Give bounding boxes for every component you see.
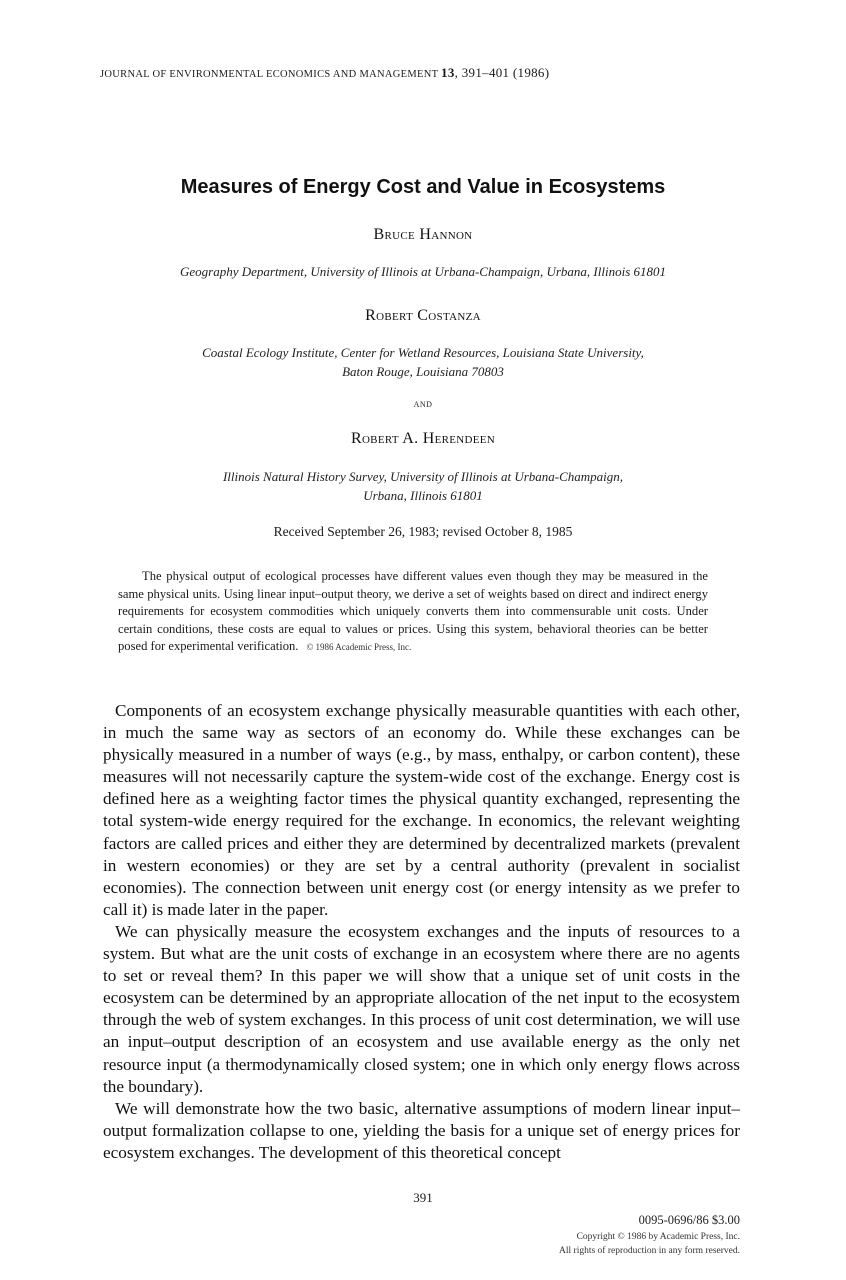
journal-pages-year: , 391–401 (1986) (454, 65, 550, 80)
page-number: 391 (413, 1190, 433, 1205)
running-head (100, 65, 549, 81)
affiliation-line: Geography Department, University of Illinois at Urbana-Champaign, Urbana, Illinois 61801 (179, 264, 667, 279)
journal-volume: 13 (441, 65, 455, 80)
body-paragraph: Components of an ecosystem exchange physically measurable quantities with each other, in much the same way as sectors of an economy do. While these exchanges can be physically measured in a number of ways (e.g., by mass, enthalpy, or carbon content), these measures will not necessarily capture the system-wide cost of the exchange. Energy cost is defined here as a weighting factor times the physical quantity exchanged, representing the total system-wide energy required for the exchange. In economics, the relevant weighting factors are called prices and either they are determined by decentralized markets (prevalent in western economies) or they are set by a central authority (prevalent in socialist economies). The connection between unit energy cost (or energy intensity as we prefer to call it) is made later in the paper. (103, 701, 740, 919)
author-affiliation (0, 343, 846, 381)
author-name: Robert Costanza (365, 307, 481, 324)
body-paragraph: We can physically measure the ecosystem exchanges and the inputs of resources to a system. But what are the unit costs of exchange in an ecosystem where there are no agents to set or reveal them? In this paper we will show that a unique set of unit costs in the ecosystem can be determined by an appropriate allocation of the net input to the ecosystem through the web of system exchanges. In this process of unit cost determination, we will use an input–output description of an ecosystem and use available energy as the only net resource input (a thermodynamically closed system; one in which only energy flows across the boundary). (103, 921, 740, 1096)
copyright-line: Copyright © 1986 by Academic Press, Inc. (576, 1232, 740, 1242)
affiliation-line: Baton Rouge, Louisiana 70803 (342, 364, 504, 379)
affiliation-line: Urbana, Illinois 61801 (363, 488, 483, 503)
journal-name: JOURNAL OF ENVIRONMENTAL ECONOMICS AND MANAGEMENT (100, 69, 439, 80)
paper-title: Measures of Energy Cost and Value in Ecosystems (180, 176, 666, 198)
abstract (118, 568, 708, 657)
author-name: Robert A. Herendeen (350, 430, 496, 447)
author-conjunction: and (413, 396, 433, 410)
body-text (103, 700, 740, 1164)
article-code: 0095-0696/86 $3.00 (638, 1213, 740, 1227)
body-paragraph: We will demonstrate how the two basic, alternative assumptions of modern linear input–output formalization collapse to one, yielding the basis for a unique set of energy prices for ecosystem exchanges. The development of this theoretical concept (103, 1098, 740, 1162)
received-dates: Received September 26, 1983; revised October 8, 1985 (273, 524, 573, 539)
abstract-text: The physical output of ecological processes have different values even though they may be measured in the same physical units. Using linear input–output theory, we derive a set of weights based on direct and indirect energy requirements for ecosystem commodities which uniquely converts them into commensurable unit costs. Under certain conditions, these costs are equal to values or prices. Using this system, behavioral theories can be better posed for experimental verification. (118, 569, 708, 654)
author-name: Bruce Hannon (373, 226, 473, 243)
author-affiliation (0, 262, 846, 281)
rights-line: All rights of reproduction in any form reserved. (559, 1246, 740, 1256)
affiliation-line: Illinois Natural History Survey, University of Illinois at Urbana-Champaign, (222, 469, 624, 484)
author-affiliation (0, 467, 846, 505)
affiliation-line: Coastal Ecology Institute, Center for Wetland Resources, Louisiana State University, (202, 345, 644, 360)
abstract-copyright: © 1986 Academic Press, Inc. (306, 642, 412, 653)
